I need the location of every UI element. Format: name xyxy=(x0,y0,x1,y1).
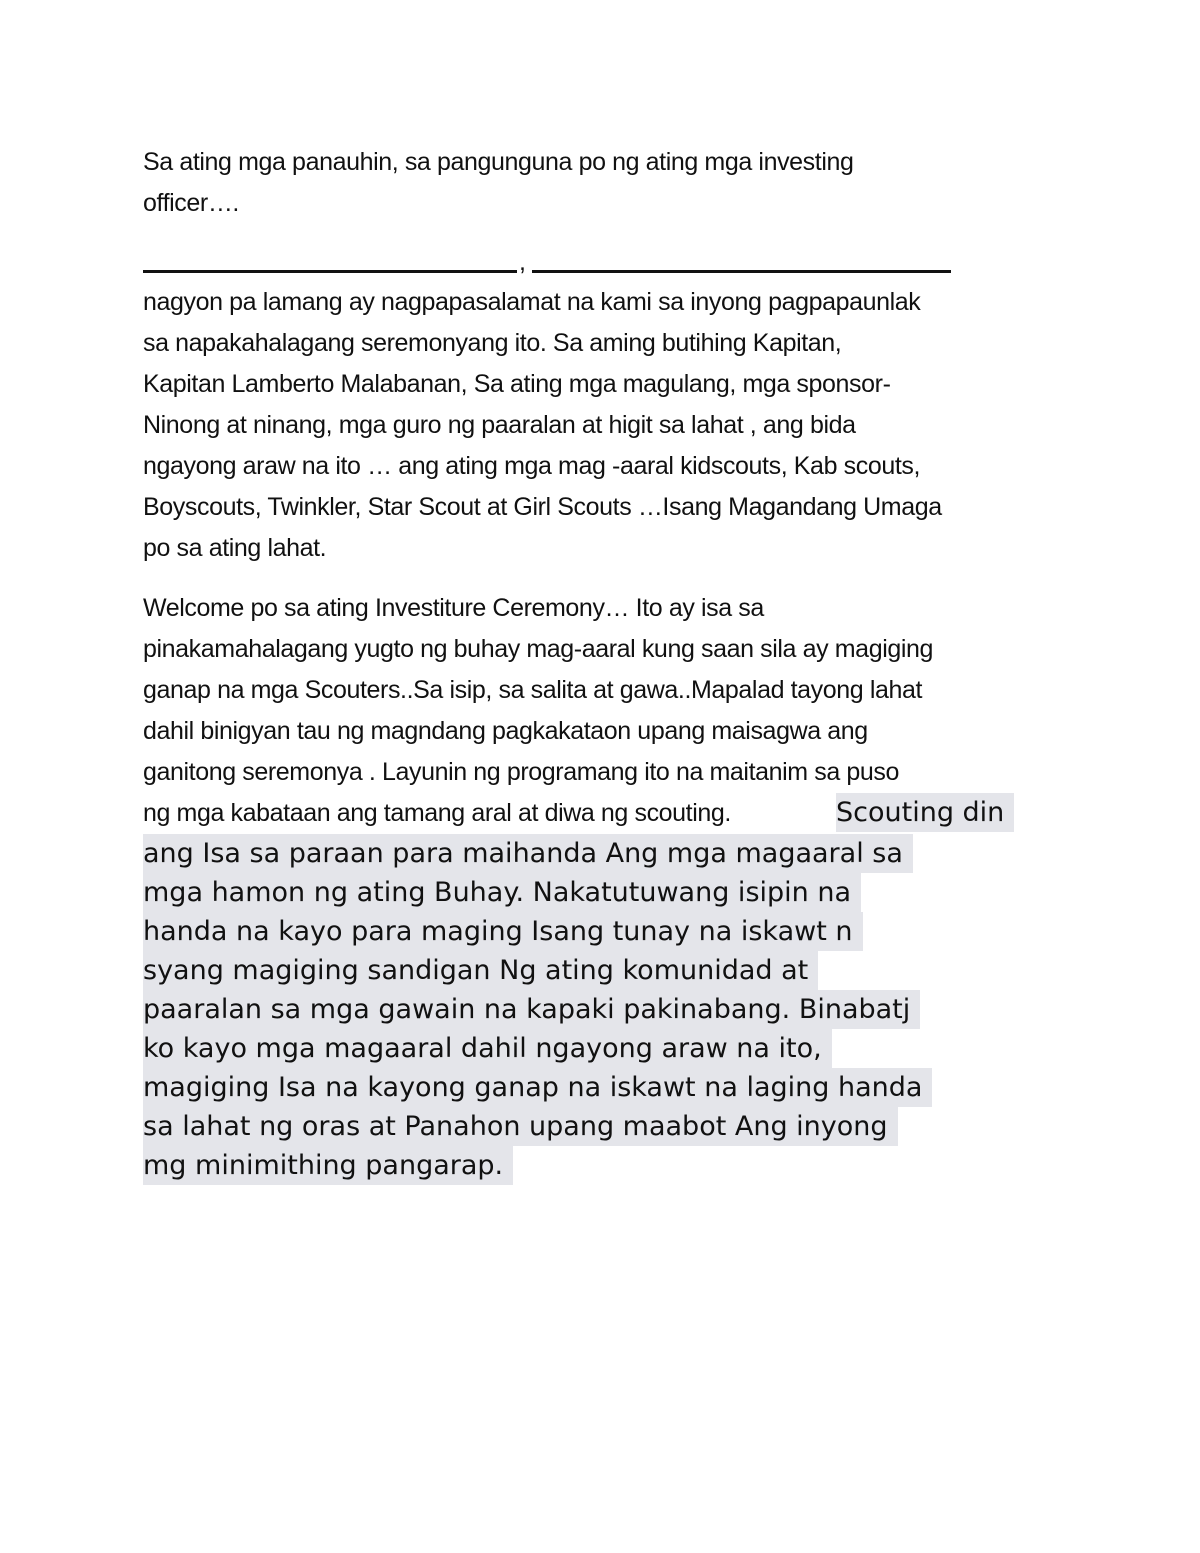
highlighted-line: ang Isa sa paraan para maihanda Ang mga magaaral sa xyxy=(143,834,913,873)
highlighted-line: paaralan sa mga gawain na kapaki pakinabang. Binabatj xyxy=(143,990,920,1029)
paragraph-line: po sa ating lahat. xyxy=(143,534,327,562)
highlighted-line: sa lahat ng oras at Panahon upang maabot Ang inyong xyxy=(143,1107,898,1146)
paragraph-line: ganitong seremonya . Layunin ng programang ito na maitanim sa puso xyxy=(143,758,900,786)
highlighted-line: Scouting din xyxy=(836,793,1014,832)
paragraph-line: ngayong araw na ito … ang ating mga mag -aaral kidscouts, Kab scouts, xyxy=(143,452,921,480)
blank-separator: , xyxy=(519,248,526,276)
paragraph-line: ng mga kabataan ang tamang aral at diwa ng scouting. xyxy=(143,799,731,827)
greeting-line: officer…. xyxy=(143,189,239,217)
paragraph-line: Kapitan Lamberto Malabanan, Sa ating mga magulang, mga sponsor- xyxy=(143,370,891,398)
highlighted-line: mga hamon ng ating Buhay. Nakatutuwang isipin na xyxy=(143,873,861,912)
paragraph-line: Boyscouts, Twinkler, Star Scout at Girl Scouts …Isang Magandang Umaga xyxy=(143,493,942,521)
paragraph-line: Welcome po sa ating Investiture Ceremony… Ito ay isa sa xyxy=(143,594,764,622)
paragraph-line: pinakamahalagang yugto ng buhay mag-aaral kung saan sila ay magiging xyxy=(143,635,934,663)
name-blank-1 xyxy=(143,270,517,273)
highlighted-line: magiging Isa na kayong ganap na iskawt na laging handa xyxy=(143,1068,932,1107)
highlighted-line: ko kayo mga magaaral dahil ngayong araw na ito, xyxy=(143,1029,832,1068)
highlighted-line: mg minimithing pangarap. xyxy=(143,1146,513,1185)
greeting-line: Sa ating mga panauhin, sa pangunguna po ng ating mga investing xyxy=(143,148,854,176)
paragraph-line: Ninong at ninang, mga guro ng paaralan at higit sa lahat , ang bida xyxy=(143,411,856,439)
name-blank-2 xyxy=(532,270,951,273)
paragraph-line: sa napakahalagang seremonyang ito. Sa aming butihing Kapitan, xyxy=(143,329,842,357)
name-blank-lines xyxy=(143,248,963,276)
paragraph-line: ganap na mga Scouters..Sa isip, sa salita at gawa..Mapalad tayong lahat xyxy=(143,676,923,704)
paragraph-line: dahil binigyan tau ng magndang pagkakataon upang maisagwa ang xyxy=(143,717,868,745)
highlighted-line: handa na kayo para maging Isang tunay na iskawt n xyxy=(143,912,863,951)
paragraph-line: nagyon pa lamang ay nagpapasalamat na kami sa inyong pagpapaunlak xyxy=(143,288,921,316)
highlighted-line: syang magiging sandigan Ng ating komunidad at xyxy=(143,951,818,990)
